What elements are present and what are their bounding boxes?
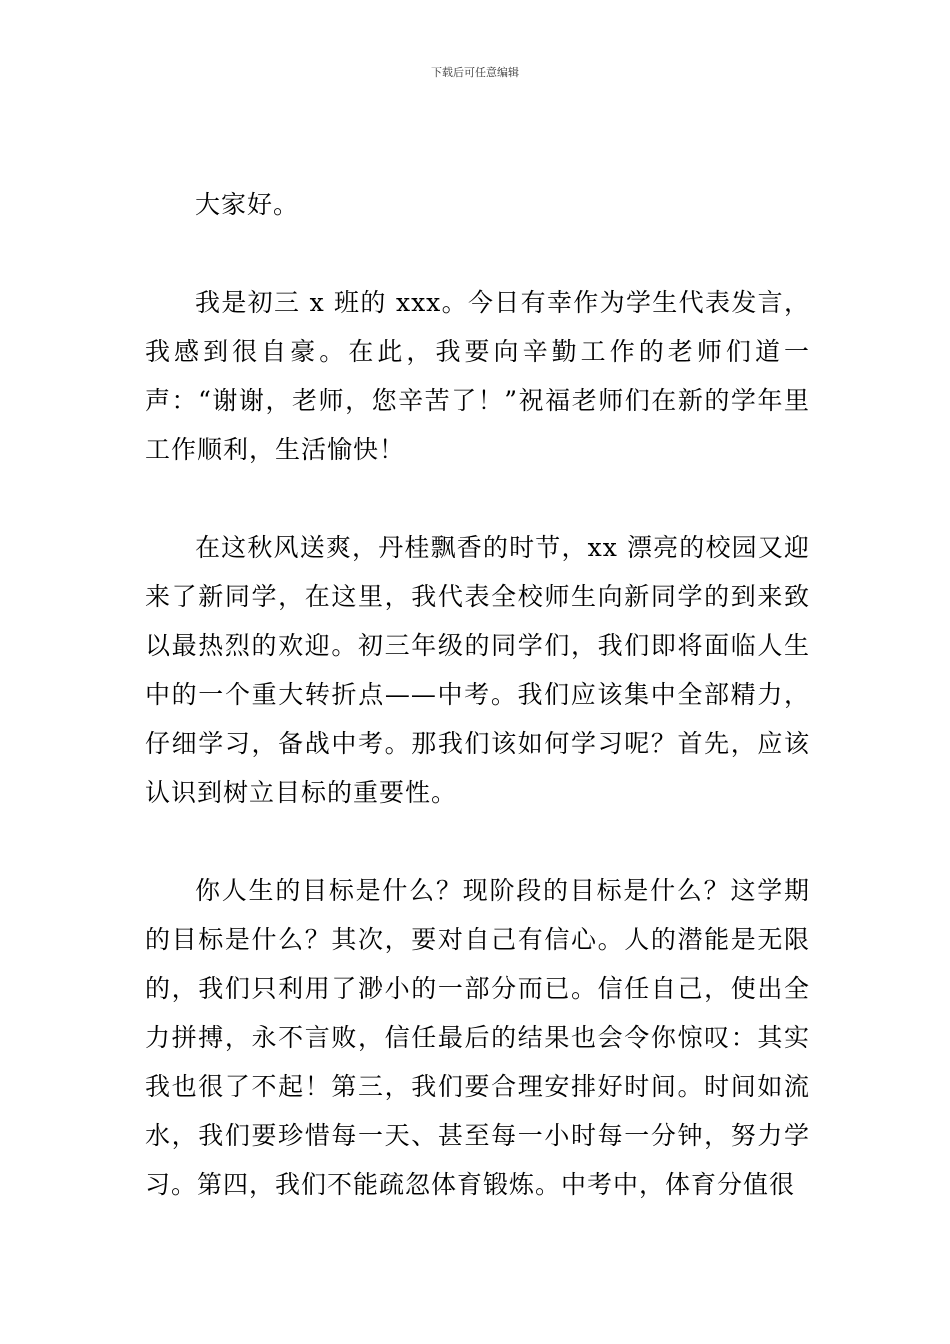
paragraph-welcome: 在这秋风送爽，丹桂飘香的时节，xx 漂亮的校园又迎来了新同学，在这里，我代表全校师生向新同学的到来致以最热烈的欢迎。初三年级的同学们，我们即将面临人生中的一个重大转折点——中考。我们应该集中全部精力，仔细学习，备战中考。那我们该如何学习呢？首先，应该认识到树立目标的重要性。 (145, 533, 810, 807)
header-note: 下载后可任意编辑 (431, 66, 519, 79)
paragraph-goals: 你人生的目标是什么？现阶段的目标是什么？这学期的目标是什么？其次，要对自己有信心。人的潜能是无限的，我们只利用了渺小的一部分而已。信任自己，使出全力拼搏，永不言败，信任最后的结果也会令你惊叹：其实我也很了不起！第三，我们要合理安排好时间。时间如流水，我们要珍惜每一天、甚至每一小时每一分钟，努力学习。第四，我们不能疏忽体育锻炼。中考中，体育分值很 (145, 876, 810, 1199)
document-body (145, 180, 810, 1209)
paragraph-introduction: 我是初三 x 班的 xxx。今日有幸作为学生代表发言，我感到很自豪。在此，我要向辛勤工作的老师们道一声：“谢谢，老师，您辛苦了！”祝福老师们在新的学年里工作顺利，生活愉快！ (145, 288, 810, 464)
paragraph-greeting: 大家好。 (195, 190, 300, 219)
